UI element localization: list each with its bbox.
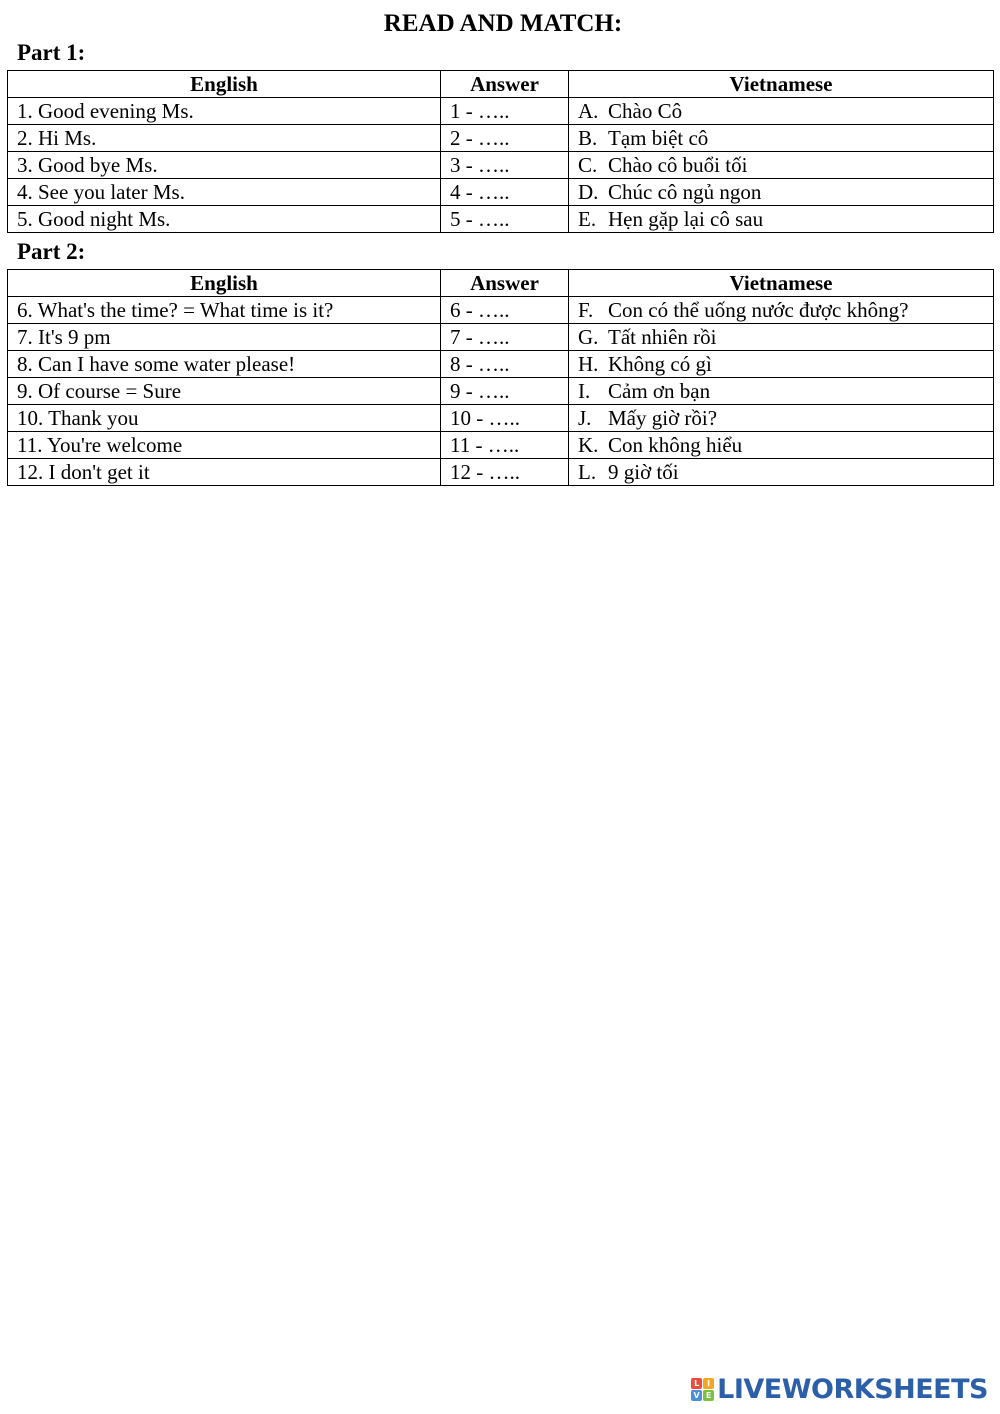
page-title: READ AND MATCH: [383, 10, 623, 37]
answer-blank[interactable]: 4 - ….. [441, 179, 569, 206]
table-row [8, 459, 994, 486]
header-answer: Answer [441, 270, 569, 297]
option-letter: L. [578, 460, 597, 484]
table-header-row [8, 270, 994, 297]
option-letter: E. [578, 207, 597, 231]
vietnamese-option [569, 98, 994, 125]
table-header-row [8, 71, 994, 98]
option-text: Không có gì [608, 352, 712, 376]
answer-blank[interactable]: 8 - ….. [441, 351, 569, 378]
option-letter: J. [578, 406, 592, 430]
english-phrase: 10. Thank you [8, 405, 441, 432]
option-text: Chào Cô [608, 99, 683, 123]
vietnamese-option [569, 125, 994, 152]
option-letter: A. [578, 99, 599, 123]
table-row [8, 432, 994, 459]
answer-blank[interactable]: 7 - ….. [441, 324, 569, 351]
vietnamese-option [569, 152, 994, 179]
liveworksheets-logo [691, 1372, 988, 1406]
english-phrase: 4. See you later Ms. [8, 179, 441, 206]
logo-tile: I [703, 1378, 714, 1389]
part-1-label: Part 1: [17, 40, 86, 65]
vietnamese-option [569, 432, 994, 459]
logo-tile: V [691, 1390, 702, 1401]
table-row [8, 378, 994, 405]
table-row [8, 152, 994, 179]
table-row [8, 405, 994, 432]
option-text: Tất nhiên rồi [608, 325, 717, 349]
vietnamese-option [569, 378, 994, 405]
answer-blank[interactable]: 1 - ….. [441, 98, 569, 125]
answer-blank[interactable]: 9 - ….. [441, 378, 569, 405]
option-letter: C. [578, 153, 598, 177]
answer-blank[interactable]: 6 - ….. [441, 297, 569, 324]
english-phrase: 3. Good bye Ms. [8, 152, 441, 179]
header-english: English [8, 71, 441, 98]
english-phrase: 2. Hi Ms. [8, 125, 441, 152]
option-text: Con có thể uống nước được không? [608, 298, 909, 322]
table-row [8, 179, 994, 206]
english-phrase: 9. Of course = Sure [8, 378, 441, 405]
table-row [8, 125, 994, 152]
option-letter: F. [578, 298, 594, 322]
option-letter: I. [578, 379, 591, 403]
header-vietnamese: Vietnamese [569, 270, 994, 297]
table-row [8, 324, 994, 351]
answer-blank[interactable]: 12 - ….. [441, 459, 569, 486]
answer-blank[interactable]: 5 - ….. [441, 206, 569, 233]
vietnamese-option [569, 324, 994, 351]
vietnamese-option [569, 459, 994, 486]
vietnamese-option [569, 405, 994, 432]
english-phrase: 12. I don't get it [8, 459, 441, 486]
option-letter: K. [578, 433, 599, 457]
option-letter: B. [578, 126, 598, 150]
option-text: 9 giờ tối [608, 460, 679, 484]
english-phrase: 11. You're welcome [8, 432, 441, 459]
english-phrase: 8. Can I have some water please! [8, 351, 441, 378]
part-1-table [7, 70, 994, 233]
liveworksheets-logo-text: LIVEWORKSHEETS [717, 1373, 988, 1405]
english-phrase: 7. It's 9 pm [8, 324, 441, 351]
liveworksheets-logo-icon [691, 1378, 714, 1401]
answer-blank[interactable]: 10 - ….. [441, 405, 569, 432]
vietnamese-option [569, 297, 994, 324]
option-letter: H. [578, 352, 599, 376]
header-english: English [8, 270, 441, 297]
table-row [8, 297, 994, 324]
english-phrase: 1. Good evening Ms. [8, 98, 441, 125]
english-phrase: 6. What's the time? = What time is it? [8, 297, 441, 324]
option-text: Hẹn gặp lại cô sau [608, 207, 764, 231]
answer-blank[interactable]: 11 - ….. [441, 432, 569, 459]
header-answer: Answer [441, 71, 569, 98]
part-2-label: Part 2: [17, 239, 86, 264]
option-letter: G. [578, 325, 599, 349]
header-vietnamese: Vietnamese [569, 71, 994, 98]
vietnamese-option [569, 179, 994, 206]
option-letter: D. [578, 180, 599, 204]
vietnamese-option [569, 206, 994, 233]
answer-blank[interactable]: 2 - ….. [441, 125, 569, 152]
option-text: Cảm ơn bạn [608, 379, 711, 403]
option-text: Chúc cô ngủ ngon [608, 180, 762, 204]
logo-tile: E [703, 1390, 714, 1401]
logo-tile: L [691, 1378, 702, 1389]
english-phrase: 5. Good night Ms. [8, 206, 441, 233]
answer-blank[interactable]: 3 - ….. [441, 152, 569, 179]
table-row [8, 206, 994, 233]
option-text: Con không hiểu [608, 433, 743, 457]
part-2-table [7, 269, 994, 486]
vietnamese-option [569, 351, 994, 378]
table-row [8, 351, 994, 378]
table-row [8, 98, 994, 125]
option-text: Chào cô buổi tối [608, 153, 748, 177]
option-text: Mấy giờ rồi? [608, 406, 718, 430]
option-text: Tạm biệt cô [608, 126, 709, 150]
